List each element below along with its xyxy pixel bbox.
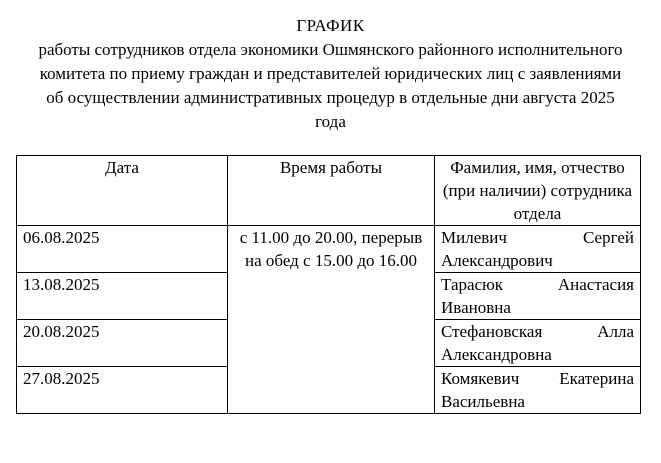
employee-patronymic: Александрович xyxy=(441,251,553,270)
employee-patronymic: Александровна xyxy=(441,345,552,364)
employee-first-name: Екатерина xyxy=(559,369,634,388)
employee-first-name: Сергей xyxy=(583,228,634,247)
date-cell: 13.08.2025 xyxy=(17,273,228,320)
employee-name-cell xyxy=(435,320,641,367)
employee-patronymic: Васильевна xyxy=(441,392,525,411)
employee-name-cell xyxy=(435,273,641,320)
employee-surname: Стефановская xyxy=(441,322,543,341)
employee-name-line xyxy=(441,226,634,249)
date-cell: 20.08.2025 xyxy=(17,320,228,367)
column-header-time: Время работы xyxy=(228,156,435,226)
employee-name-line xyxy=(441,320,634,343)
employee-first-name: Алла xyxy=(597,322,634,341)
employee-surname: Тарасюк xyxy=(441,275,504,294)
schedule-table xyxy=(16,155,641,414)
table-header-row xyxy=(17,156,641,226)
employee-name-cell xyxy=(435,367,641,414)
document-title: ГРАФИК xyxy=(296,16,365,35)
employee-surname: Комякевич xyxy=(441,369,520,388)
employee-name-line xyxy=(441,367,634,390)
employee-first-name: Анастасия xyxy=(557,275,634,294)
employee-patronymic: Ивановна xyxy=(441,298,511,317)
date-cell: 27.08.2025 xyxy=(17,367,228,414)
column-header-name: Фамилия, имя, отчество (при наличии) сотрудника отдела xyxy=(435,156,641,226)
document-header xyxy=(0,14,661,134)
table-row xyxy=(17,226,641,273)
employee-name-cell xyxy=(435,226,641,273)
employee-surname: Милевич xyxy=(441,228,507,247)
employee-name-line xyxy=(441,273,634,296)
document-subtitle: работы сотрудников отдела экономики Ошмянского районного исполнительного комитета по приему граждан и представителей юридических лиц с заявлениями об осуществлении административных процедур в отдельные дни августа 2025 года xyxy=(38,40,623,131)
date-cell: 06.08.2025 xyxy=(17,226,228,273)
column-header-date: Дата xyxy=(17,156,228,226)
work-time-cell: с 11.00 до 20.00, перерыв на обед с 15.00 до 16.00 xyxy=(228,226,435,414)
